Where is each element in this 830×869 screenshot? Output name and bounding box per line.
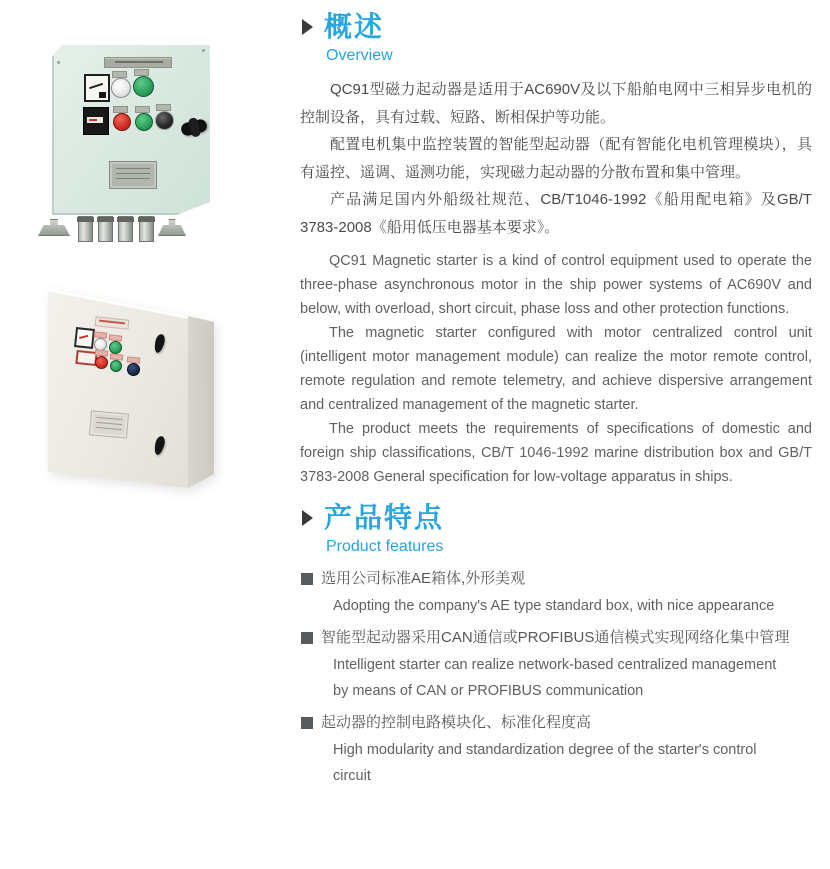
feature-cn-line: [300, 710, 812, 736]
feature-list: [300, 566, 812, 789]
button-label-plate: [135, 106, 150, 113]
cable-gland: [118, 216, 133, 242]
overview-section: [300, 8, 812, 489]
indicator-lamp-white: [111, 78, 131, 98]
feature-text-cn: 起动器的控制电路模块化、标准化程度高: [321, 714, 592, 731]
square-bullet-icon: [301, 717, 313, 729]
starter-cabinet-perspective-figure: [48, 288, 216, 493]
button-label-plate: [112, 71, 127, 78]
mounting-bracket: [158, 219, 186, 236]
button-label-plate: [156, 104, 171, 111]
feature-text-en: Intelligent starter can realize network-based centralized management by means of CAN or PROFIBUS communication: [333, 657, 777, 699]
square-bullet-icon: [301, 632, 313, 644]
ammeter: [74, 327, 95, 349]
cabinet-side-face: [188, 288, 214, 488]
section-arrow-icon: [302, 19, 313, 35]
feature-cn-line: [300, 625, 812, 651]
feature-item: [300, 566, 812, 619]
feature-cn-line: [300, 566, 812, 592]
nameplate: [109, 161, 157, 189]
ammeter: [84, 74, 110, 102]
starter-cabinet-front-figure: [52, 45, 210, 215]
feature-text-cn: 智能型起动器采用CAN通信或PROFIBUS通信模式实现网络化集中管理: [321, 629, 790, 646]
overview-paragraph-en: The magnetic starter configured with motor centralized control unit (intelligent motor management module) can realize the motor remote control, remote regulation and remote telemetry, and achieve dispersive arrangement and centralized management of the magnetic starter.: [300, 325, 812, 413]
start-button-green: [135, 113, 153, 131]
overview-header: [300, 8, 812, 46]
feature-text-cn: 选用公司标准AE箱体,外形美观: [321, 570, 526, 587]
overview-en-paragraphs: [300, 249, 812, 489]
features-section: [300, 499, 812, 789]
mounting-bracket: [38, 219, 70, 236]
square-bullet-icon: [301, 573, 313, 585]
overview-paragraph-cn: 产品满足国内外船级社规范、CB/T1046-1992《船用配电箱》及GB/T 3783-2008《船用低压电器基本要求》。: [300, 191, 812, 236]
stop-button-red: [95, 356, 108, 369]
section-arrow-icon: [302, 510, 313, 526]
rotary-switch-handle: [180, 118, 208, 137]
feature-item: [300, 710, 812, 789]
cable-gland: [98, 216, 113, 242]
screw-icon: [202, 49, 205, 52]
button-label-plate: [113, 106, 128, 113]
text-column: [300, 8, 812, 795]
start-button-green: [133, 76, 154, 97]
features-header: [300, 499, 812, 537]
feature-text-en: Adopting the company's AE type standard box, with nice appearance: [333, 598, 775, 614]
overview-paragraph-cn: 配置电机集中监控装置的智能型起动器（配有智能化电机管理模块），具有遥控、遥调、遥测功能，实现磁力起动器的分散布置和集中管理。: [300, 136, 812, 181]
cable-gland: [78, 216, 93, 242]
meter-scale-icon: [99, 92, 106, 98]
features-title-en: Product features: [326, 538, 444, 555]
selector-button-black: [155, 111, 174, 130]
start-button-green: [109, 341, 122, 354]
features-title-cn: 产品特点: [324, 502, 445, 533]
selector-button-navy: [127, 363, 140, 376]
stop-button-red: [113, 113, 131, 131]
nameplate: [89, 410, 129, 438]
start-button-green: [110, 360, 122, 372]
feature-text-en: High modularity and standardization degree of the starter's control circuit: [333, 742, 757, 784]
button-label-plate: [134, 69, 149, 76]
overview-paragraph-cn: QC91型磁力起动器是适用于AC690V及以下船舶电网中三相异步电机的控制设备，具有过载、短路、断相保护等功能。: [300, 81, 812, 126]
overview-paragraph-en: QC91 Magnetic starter is a kind of control equipment used to operate the three-phase asynchronous motor in the ship power systems of AC690V and below, with overload, short circuit, phase loss and other protection functions.: [300, 253, 812, 317]
overview-title-en: Overview: [326, 47, 393, 64]
overview-cn-paragraphs: [300, 76, 812, 241]
meter-needle-icon: [89, 83, 103, 89]
cable-gland: [139, 216, 154, 242]
overview-title-cn: 概述: [324, 11, 385, 42]
cabinet-header-label: [104, 57, 172, 68]
feature-item: [300, 625, 812, 704]
circuit-breaker: [83, 107, 109, 135]
overview-paragraph-en: The product meets the requirements of specifications of domestic and foreign ship classifications, CB/T 1046-1992 marine distribution box and GB/T 3783-2008 General specification for low-voltage apparatus in ships.: [300, 421, 812, 485]
screw-icon: [57, 61, 60, 64]
